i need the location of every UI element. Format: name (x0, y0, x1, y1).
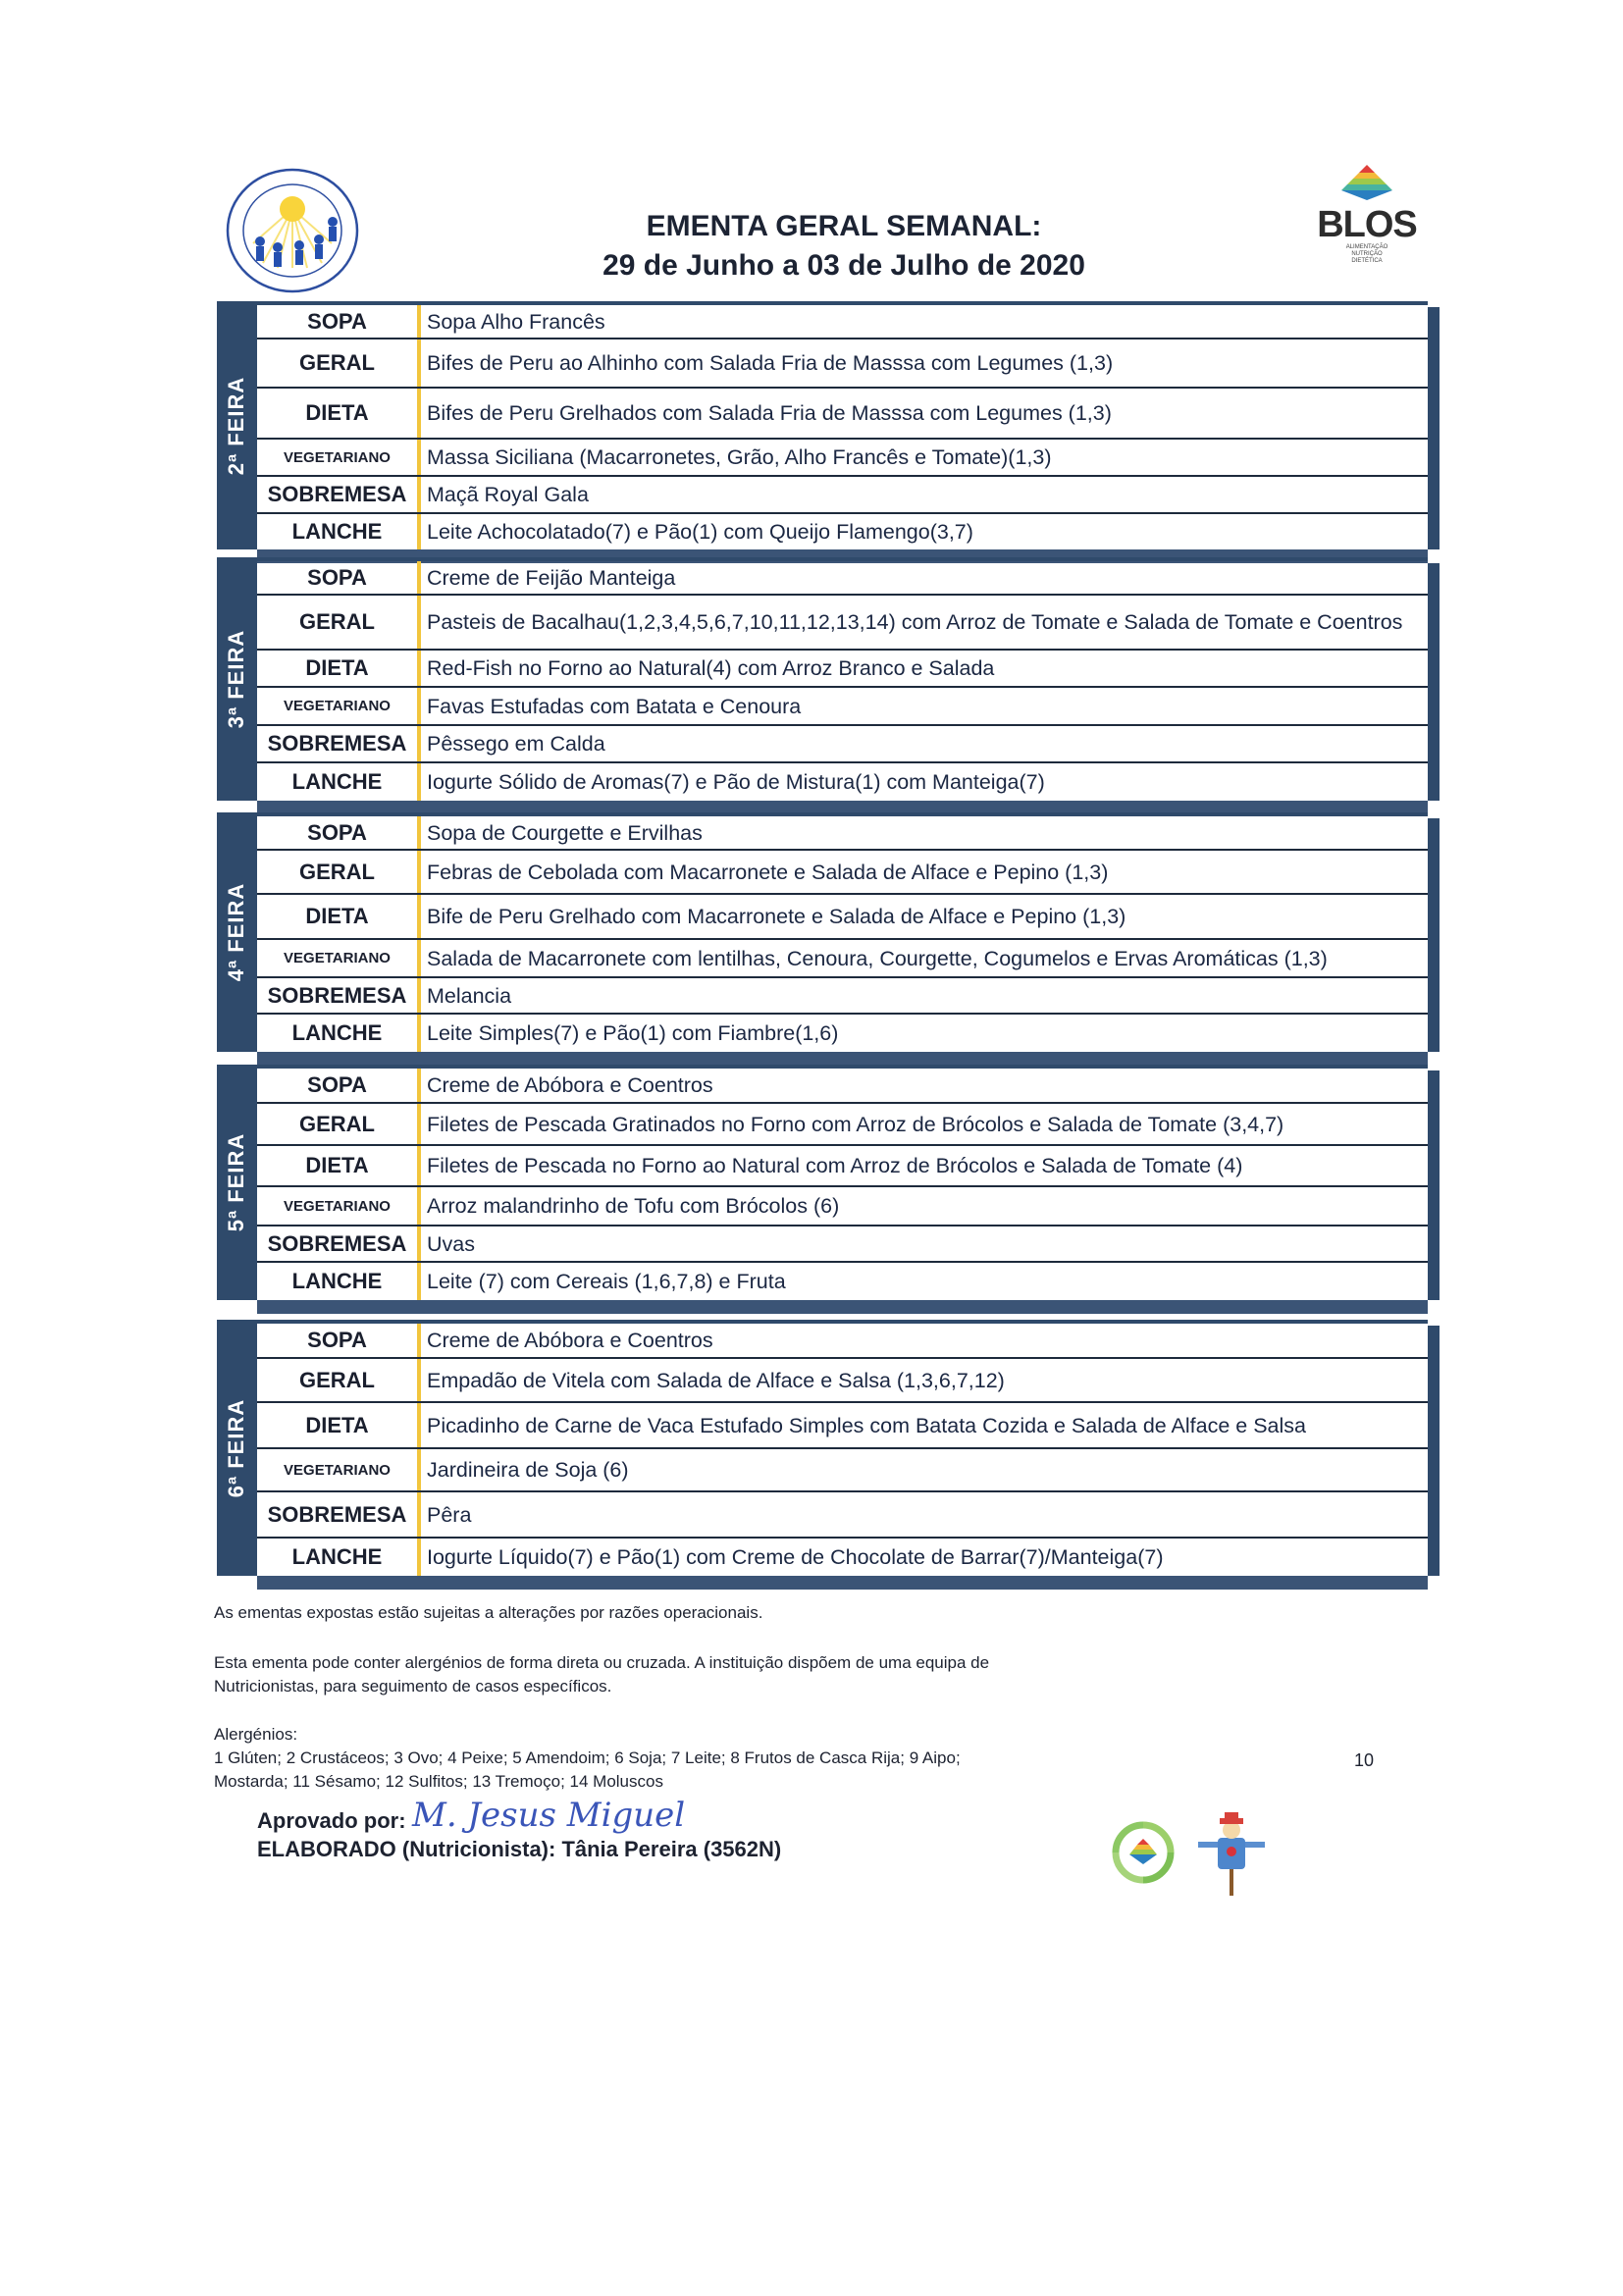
day-band (217, 301, 257, 549)
allergens-list-line-2: Mostarda; 11 Sésamo; 12 Sulfitos; 13 Tremoço; 14 Moluscos (214, 1772, 663, 1791)
day-band (217, 1320, 257, 1576)
menu-row (257, 440, 1428, 477)
dish-description: Iogurte Sólido de Aromas(7) e Pão de Mistura(1) com Manteiga(7) (427, 770, 1045, 794)
menu-row (257, 1449, 1428, 1492)
meal-category: GERAL (257, 851, 421, 893)
meal-category: SOPA (257, 1069, 421, 1102)
menu-row (257, 1403, 1428, 1449)
prepared-by: ELABORADO (Nutricionista): Tânia Pereira (3562N) (257, 1837, 782, 1861)
menu-row (257, 477, 1428, 514)
scarecrow-mascot (1192, 1810, 1271, 1899)
menu-row (257, 305, 1428, 339)
dish-description: Pêra (427, 1502, 472, 1527)
day-block (217, 1065, 1440, 1300)
day-label: 4ª FEIRA (224, 882, 248, 982)
dish-description: Uvas (427, 1231, 475, 1256)
meal-category: VEGETARIANO (257, 1449, 421, 1490)
page-subtitle-date-range: 29 de Junho a 03 de Julho de 2020 (602, 249, 1085, 282)
day-label: 5ª FEIRA (224, 1132, 248, 1232)
block-separator (257, 1052, 1428, 1066)
menu-row (257, 1359, 1428, 1403)
meal-category: GERAL (257, 1104, 421, 1144)
menu-row (257, 1324, 1428, 1359)
menu-row (257, 561, 1428, 596)
menu-row (257, 1015, 1428, 1052)
meal-category: DIETA (257, 651, 421, 686)
day-rows (257, 816, 1428, 1052)
menu-row (257, 514, 1428, 549)
menu-row (257, 339, 1428, 389)
block-right-band (1428, 563, 1440, 801)
day-rows (257, 1069, 1428, 1300)
block-right-band (1428, 1326, 1440, 1576)
dish-description: Iogurte Líquido(7) e Pão(1) com Creme de Chocolate de Barrar(7)/Manteiga(7) (427, 1545, 1164, 1569)
menu-row (257, 1539, 1428, 1576)
meal-category: SOPA (257, 816, 421, 849)
meal-category: SOBREMESA (257, 1226, 421, 1261)
allergens-title: Alergénios: (214, 1725, 298, 1744)
meal-category: VEGETARIANO (257, 688, 421, 724)
dish-description: Sopa de Courgette e Ervilhas (427, 820, 703, 845)
block-separator (257, 1576, 1428, 1590)
menu-row (257, 978, 1428, 1015)
dish-description: Febras de Cebolada com Macarronete e Salada de Alface e Pepino (1,3) (427, 860, 1109, 884)
dish-description: Pasteis de Bacalhau(1,2,3,4,5,6,7,10,11,12,13,14) com Arroz de Tomate e Salada de Tomate e Coentros (427, 610, 1403, 634)
day-label: 6ª FEIRA (224, 1398, 248, 1497)
meal-category: DIETA (257, 389, 421, 438)
day-block (217, 301, 1440, 549)
day-label: 3ª FEIRA (224, 629, 248, 729)
handwritten-signature: M. Jesus Miguel (412, 1796, 686, 1835)
blos-tagline: ALIMENTAÇÃO NUTRIÇÃO DIETÉTICA (1345, 244, 1388, 264)
meal-category: LANCHE (257, 763, 421, 801)
sustainable-food-badge (1104, 1813, 1182, 1892)
block-right-band (1428, 1070, 1440, 1300)
dish-description: Massa Siciliana (Macarronetes, Grão, Alho Francês e Tomate)(1,3) (427, 445, 1052, 469)
meal-category: DIETA (257, 1403, 421, 1447)
menu-row (257, 688, 1428, 726)
allergen-note-line-2: Nutricionistas, para seguimento de casos específicos. (214, 1677, 612, 1696)
meal-category: GERAL (257, 1359, 421, 1401)
dish-description: Creme de Abóbora e Coentros (427, 1329, 713, 1352)
meal-category: DIETA (257, 1146, 421, 1185)
meal-category: SOBREMESA (257, 477, 421, 512)
menu-row (257, 1263, 1428, 1300)
dish-description: Bife de Peru Grelhado com Macarronete e Salada de Alface e Pepino (1,3) (427, 905, 1126, 928)
meal-category: SOBREMESA (257, 1492, 421, 1537)
meal-category: SOBREMESA (257, 726, 421, 761)
dish-description: Creme de Abóbora e Coentros (427, 1073, 713, 1097)
dish-description: Bifes de Peru Grelhados com Salada Fria de Masssa com Legumes (1,3) (427, 401, 1112, 425)
menu-row (257, 940, 1428, 978)
day-block (217, 1320, 1440, 1576)
meal-category: VEGETARIANO (257, 440, 421, 475)
day-band (217, 557, 257, 801)
meal-category: SOPA (257, 561, 421, 594)
day-band (217, 1065, 257, 1300)
menu-row (257, 1069, 1428, 1104)
meal-category: SOBREMESA (257, 978, 421, 1013)
block-right-band (1428, 818, 1440, 1052)
block-separator (257, 1300, 1428, 1314)
allergens-list-line-1: 1 Glúten; 2 Crustáceos; 3 Ovo; 4 Peixe; 5 Amendoim; 6 Soja; 7 Leite; 8 Frutos de Casca Rija; 9 Aipo; (214, 1748, 961, 1767)
meal-category: LANCHE (257, 514, 421, 549)
menu-row (257, 816, 1428, 851)
day-label: 2ª FEIRA (224, 376, 248, 475)
dish-description: Jardineira de Soja (6) (427, 1458, 629, 1482)
menu-row (257, 1187, 1428, 1226)
day-band (217, 812, 257, 1052)
day-rows (257, 1324, 1428, 1576)
day-block (217, 557, 1440, 801)
meal-category: LANCHE (257, 1263, 421, 1300)
meal-category: SOPA (257, 305, 421, 338)
blos-logo (1313, 163, 1421, 264)
dish-description: Creme de Feijão Manteiga (427, 565, 676, 590)
menu-row (257, 763, 1428, 801)
meal-category: SOPA (257, 1324, 421, 1357)
dish-description: Salada de Macarronete com lentilhas, Cenoura, Courgette, Cogumelos e Ervas Aromáticas (1,3) (427, 946, 1328, 970)
dish-description: Arroz malandrinho de Tofu com Brócolos (6) (427, 1194, 840, 1218)
day-rows (257, 561, 1428, 801)
page-number: 10 (1354, 1750, 1375, 1770)
menu-row (257, 1226, 1428, 1263)
dish-description: Maçã Royal Gala (427, 483, 589, 506)
blos-wordmark: BLOS (1317, 204, 1417, 245)
meal-category: LANCHE (257, 1015, 421, 1052)
menu-row (257, 651, 1428, 688)
meal-category: GERAL (257, 339, 421, 387)
dish-description: Filetes de Pescada no Forno ao Natural com Arroz de Brócolos e Salada de Tomate (4) (427, 1154, 1243, 1177)
menu-row (257, 1104, 1428, 1146)
dish-description: Picadinho de Carne de Vaca Estufado Simples com Batata Cozida e Salada de Alface e Salsa (427, 1413, 1306, 1437)
menu-row (257, 389, 1428, 440)
menu-row (257, 851, 1428, 895)
dish-description: Bifes de Peru ao Alhinho com Salada Fria de Masssa com Legumes (1,3) (427, 351, 1114, 375)
dish-description: Leite (7) com Cereais (1,6,7,8) e Fruta (427, 1270, 786, 1293)
menu-row (257, 895, 1428, 940)
dish-description: Favas Estufadas com Batata e Cenoura (427, 694, 802, 718)
dish-description: Leite Simples(7) e Pão(1) com Fiambre(1,6) (427, 1021, 839, 1045)
day-rows (257, 305, 1428, 549)
menu-row (257, 596, 1428, 651)
menu-row (257, 726, 1428, 763)
dish-description: Sopa Alho Francês (427, 309, 605, 334)
meal-category: VEGETARIANO (257, 1187, 421, 1225)
page-title: EMENTA GERAL SEMANAL: (646, 210, 1042, 242)
block-right-band (1428, 307, 1440, 549)
disclaimer-text: As ementas expostas estão sujeitas a alterações por razões operacionais. (214, 1603, 763, 1622)
meal-category: LANCHE (257, 1539, 421, 1576)
dish-description: Leite Achocolatado(7) e Pão(1) com Queijo Flamengo(3,7) (427, 520, 973, 544)
menu-row (257, 1146, 1428, 1187)
dish-description: Red-Fish no Forno ao Natural(4) com Arroz Branco e Salada (427, 656, 995, 680)
meal-category: VEGETARIANO (257, 940, 421, 976)
day-block (217, 812, 1440, 1052)
menu-row (257, 1492, 1428, 1539)
allergen-note-line-1: Esta ementa pode conter alergénios de forma direta ou cruzada. A instituição dispõem de uma equipa de (214, 1653, 990, 1672)
dish-description: Empadão de Vitela com Salada de Alface e Salsa (1,3,6,7,12) (427, 1368, 1005, 1392)
dish-description: Filetes de Pescada Gratinados no Forno com Arroz de Brócolos e Salada de Tomate (3,4,7) (427, 1112, 1284, 1136)
dish-description: Pêssego em Calda (427, 732, 605, 756)
dish-description: Melancia (427, 983, 512, 1008)
approved-by-label: Aprovado por: (257, 1808, 406, 1833)
pyramid-icon (1337, 163, 1396, 202)
meal-category: GERAL (257, 596, 421, 649)
apac-logo (209, 165, 376, 297)
meal-category: DIETA (257, 895, 421, 938)
